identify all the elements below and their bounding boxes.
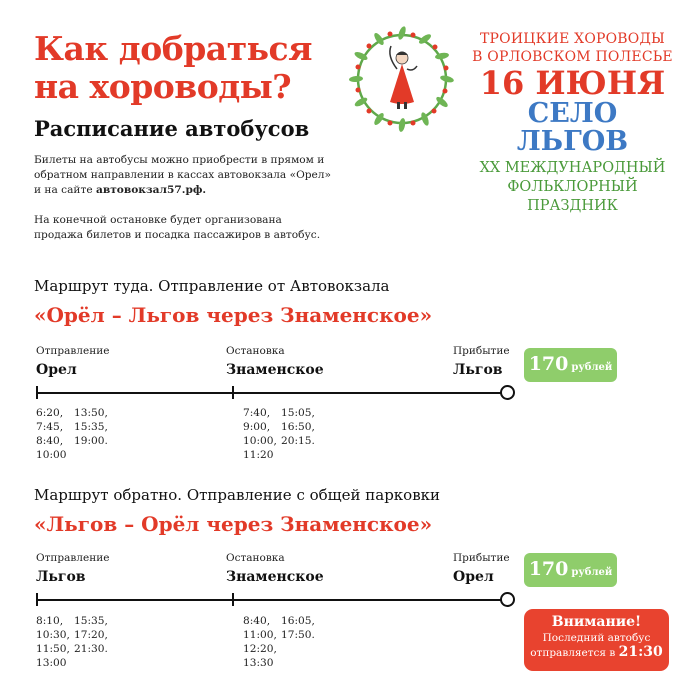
page-title: Как добраться на хороводы? [34,29,313,106]
festival-line-5: ПРАЗДНИК [527,198,618,214]
price-amount: 170 [528,353,569,375]
route-back-price-badge [524,553,617,587]
ticket-site-link[interactable]: автовокзал57.рф. [95,184,207,196]
route-back-timeline [36,599,508,601]
festival-info [470,30,675,216]
time-cell [281,642,321,656]
time-cell: 13:50, [74,407,108,419]
last-bus-warning [524,609,669,671]
price-currency: рублей [571,362,613,373]
route-to-label: Маршрут туда. Отправление от Автовокзала [34,277,390,295]
time-cell: 15:35, [74,421,108,433]
warning-title: Внимание! [551,614,642,630]
time-cell [74,656,114,670]
warning-time: 21:30 [618,644,663,660]
festival-line-1: ТРОИЦКИЕ ХОРОВОДЫ [479,31,666,47]
time-cell: 8:40, [36,435,64,447]
route-back-arrival-caption: Прибытие [453,552,510,564]
time-cell: 8:10, [36,615,64,627]
route-back-departure-times [36,614,114,670]
time-cell: 10:00 [36,449,67,461]
time-cell: 17:50. [281,629,315,641]
time-cell: 11:20 [243,449,274,461]
time-cell: 8:40, [243,615,271,627]
price-currency: рублей [571,567,613,578]
warning-text-2 [524,645,669,660]
festival-description [470,159,675,216]
route-to-departure-tick [36,386,38,399]
route-to-middle-tick [232,386,234,399]
route-to-departure-times [36,406,114,462]
time-cell: 11:00, [243,629,277,641]
time-cell: 16:50, [281,421,315,433]
price-amount: 170 [528,558,569,580]
time-cell [74,448,114,462]
route-back-arrival-stop: Орел [453,569,494,585]
route-to-middle-times [243,406,321,462]
warning-text-1: Последний автобус [542,632,651,644]
route-to-timeline [36,392,508,394]
time-cell: 17:20, [74,629,108,641]
route-to-arrival-marker [500,385,515,400]
time-cell: 10:30, [36,629,70,641]
route-back-middle-tick [232,593,234,606]
time-cell: 7:40, [243,407,271,419]
route-back-middle-caption: Остановка [226,552,285,564]
warning-text-2-label: отправляется в [530,647,619,659]
dancing-girl-wreath-icon [347,24,457,134]
time-cell: 13:00 [36,657,67,669]
time-cell: 15:35, [74,615,108,627]
route-back-label: Маршрут обратно. Отправление с общей парковки [34,486,441,504]
time-cell: 21:30. [74,643,108,655]
route-back-middle-stop: Знаменское [226,569,324,585]
route-to-name: «Орёл – Льгов через Знаменское» [34,303,433,327]
time-cell: 12:20, [243,643,277,655]
route-back-middle-times [243,614,321,670]
intro-tickets-text: Билеты на автобусы можно приобрести в прямом и обратном направлении в кассах автовокзала «Орел» и на сайте [34,154,332,196]
festival-place: СЕЛО ЛЬГОВ [516,98,629,157]
route-back-arrival-marker [500,592,515,607]
time-cell: 15:05, [281,407,315,419]
time-cell: 13:30 [243,657,274,669]
page-subtitle: Расписание автобусов [34,116,310,141]
time-cell: 9:00, [243,421,271,433]
time-cell [281,656,321,670]
festival-line-3: XX МЕЖДУНАРОДНЫЙ [479,160,666,176]
intro-paragraph-tickets [34,153,334,198]
intro-paragraph-final-stop: На конечной остановке будет организована продажа билетов и посадка пассажиров в автобус. [34,214,321,241]
festival-date: 16 ИЮНЯ [479,64,666,102]
route-to-middle-stop: Знаменское [226,362,324,378]
time-cell: 11:50, [36,643,70,655]
time-cell: 10:00, [243,435,277,447]
time-cell: 19:00. [74,435,108,447]
route-to-arrival-caption: Прибытие [453,345,510,357]
time-cell: 16:05, [281,615,315,627]
time-cell: 7:45, [36,421,64,433]
festival-line-4: ФОЛЬКЛОРНЫЙ [507,179,638,195]
time-cell: 20:15. [281,435,315,447]
route-to-departure-stop: Орел [36,362,77,378]
festival-line-2: В ОРЛОВСКОМ ПОЛЕСЬЕ [472,49,673,65]
time-cell [281,448,321,462]
route-to-arrival-stop: Льгов [453,362,503,378]
time-cell: 6:20, [36,407,64,419]
route-to-price-badge [524,348,617,382]
route-to-departure-caption: Отправление [36,345,110,357]
route-back-departure-tick [36,593,38,606]
route-back-departure-caption: Отправление [36,552,110,564]
route-back-name: «Льгов – Орёл через Знаменское» [34,512,433,536]
intro-text [34,153,334,243]
route-to-middle-caption: Остановка [226,345,285,357]
route-back-departure-stop: Льгов [36,569,86,585]
